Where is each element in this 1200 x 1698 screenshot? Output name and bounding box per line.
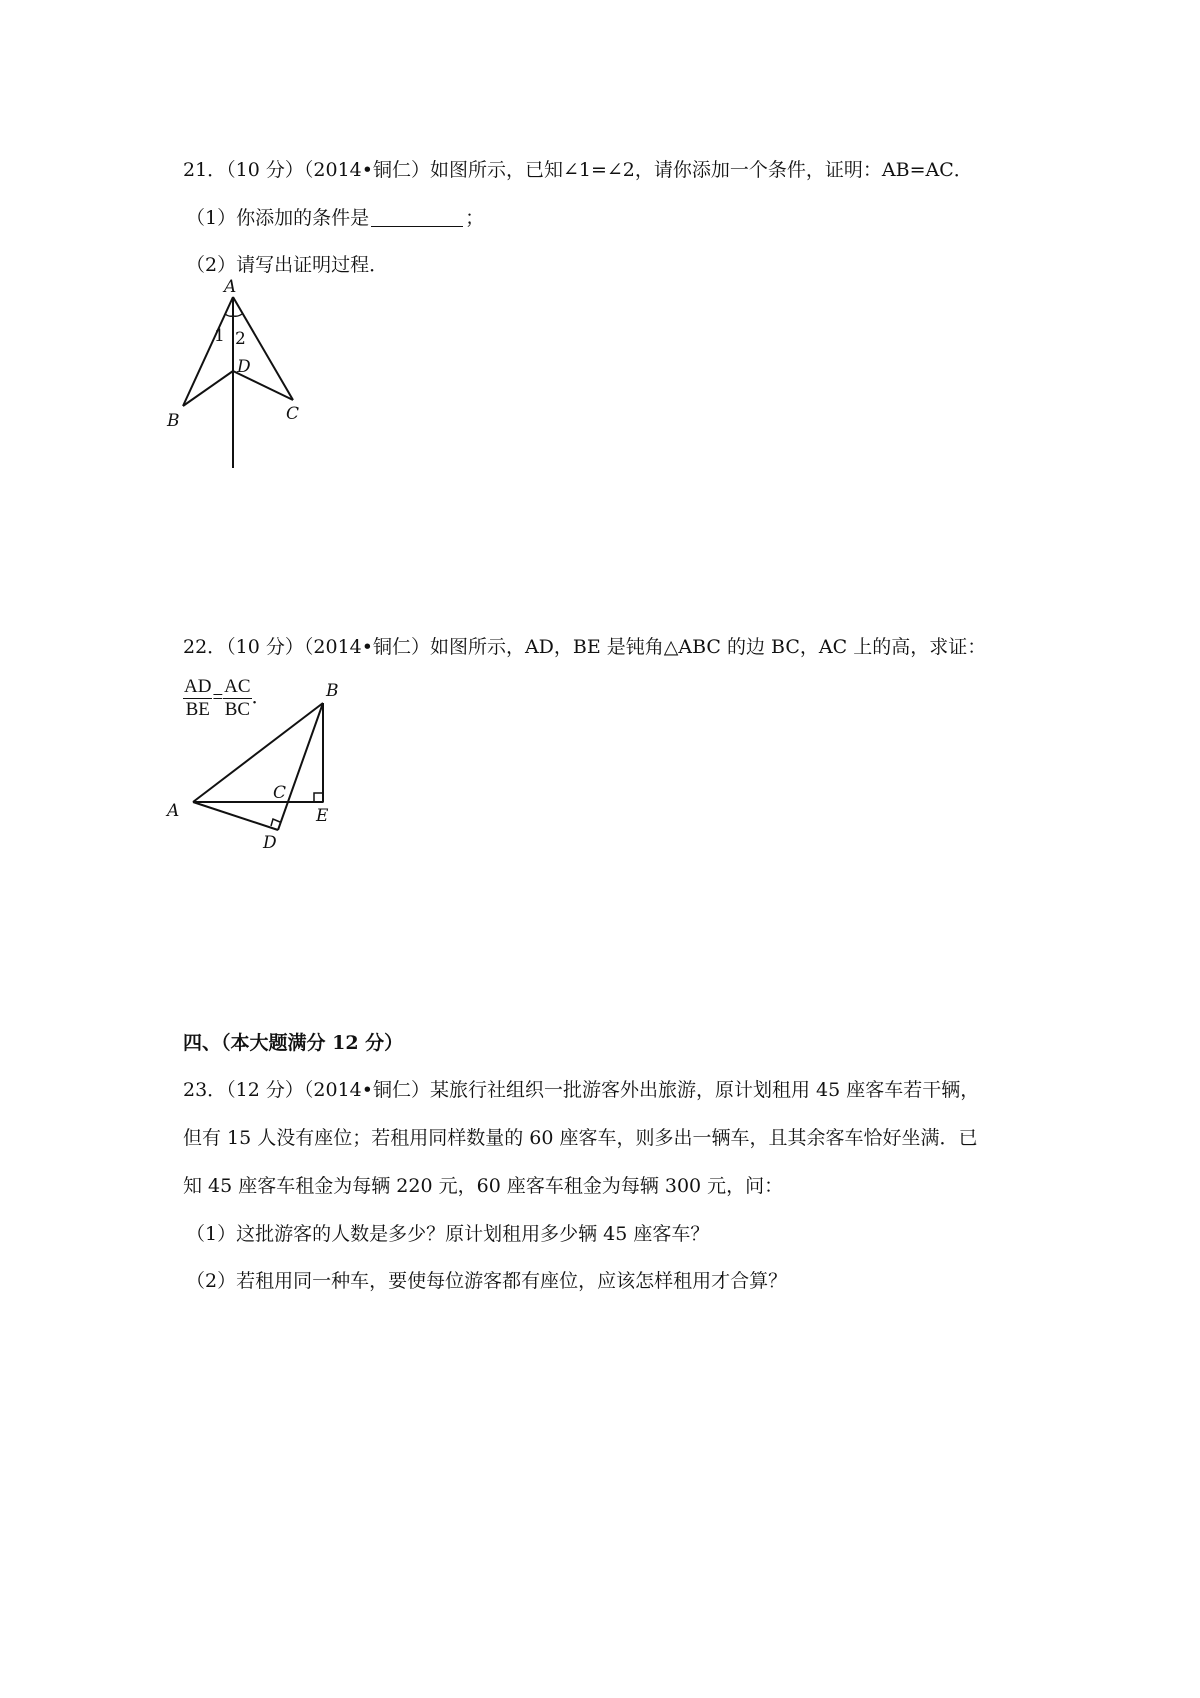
q21-part1-suffix: ； [465, 207, 485, 229]
q21-stem: 21．（10 分）（2014•铜仁）如图所示，已知∠1=∠2，请你添加一个条件，证明：AB=AC． [183, 159, 973, 181]
q23-part1: （1）这批游客的人数是多少？原计划租用多少辆 45 座客车？ [186, 1223, 710, 1245]
q22-ratio-equation [183, 676, 271, 721]
q22-segment-ad [193, 802, 278, 830]
q22-frac1-numerator: AD [184, 676, 212, 697]
q21-part2: （2）请写出证明过程． [186, 254, 389, 276]
q21-part1 [186, 205, 484, 231]
q21-label-2: 2 [235, 329, 246, 349]
q21-label-d: D [237, 357, 251, 377]
q23-line3: 知 45 座客车租金为每辆 220 元，60 座客车租金为每辆 300 元，问： [183, 1175, 784, 1197]
q22-right-angle-d [271, 819, 280, 826]
q21-label-b: B [167, 411, 180, 431]
q22-right-angle-e [314, 793, 323, 802]
q22-fraction-ac-bc [223, 676, 251, 721]
q22-label-a: A [167, 801, 180, 821]
q23-line1: 23．（12 分）（2014•铜仁）某旅行社组织一批游客外出旅游，原计划租用 45 座客车若干辆， [183, 1079, 980, 1101]
q21-answer-blank [371, 208, 463, 227]
q21-angle2-arc [233, 314, 242, 316]
q22-label-d: D [263, 833, 277, 853]
q21-label-1: 1 [214, 326, 225, 346]
q21-angle1-arc [225, 314, 233, 316]
q22-label-c: C [273, 783, 287, 803]
section4-heading: 四、（本大题满分 12 分） [183, 1032, 404, 1054]
q22-stem: 22．（10 分）（2014•铜仁）如图所示，AD，BE 是钝角△ABC 的边 BC，AC 上的高，求证： [183, 636, 987, 658]
q23-part2: （2）若租用同一种车，要使每位游客都有座位，应该怎样租用才合算？ [186, 1270, 788, 1292]
q21-figure [165, 277, 365, 482]
q22-period: ． [251, 686, 271, 708]
q22-frac1-denominator: BE [185, 699, 210, 720]
q22-fraction-ad-be [183, 676, 212, 721]
q21-label-a: A [224, 277, 237, 297]
q22-frac2-denominator: BC [224, 699, 251, 720]
q21-label-c: C [286, 404, 300, 424]
q22-equals: = [212, 686, 224, 708]
q22-frac2-numerator: AC [224, 676, 251, 697]
q21-part1-prefix: （1）你添加的条件是 [186, 207, 370, 229]
q22-label-b: B [326, 681, 339, 701]
q23-line2: 但有 15 人没有座位；若租用同样数量的 60 座客车，则多出一辆车，且其余客车恰好坐满．已 [183, 1127, 978, 1149]
q22-label-e: E [316, 806, 329, 826]
